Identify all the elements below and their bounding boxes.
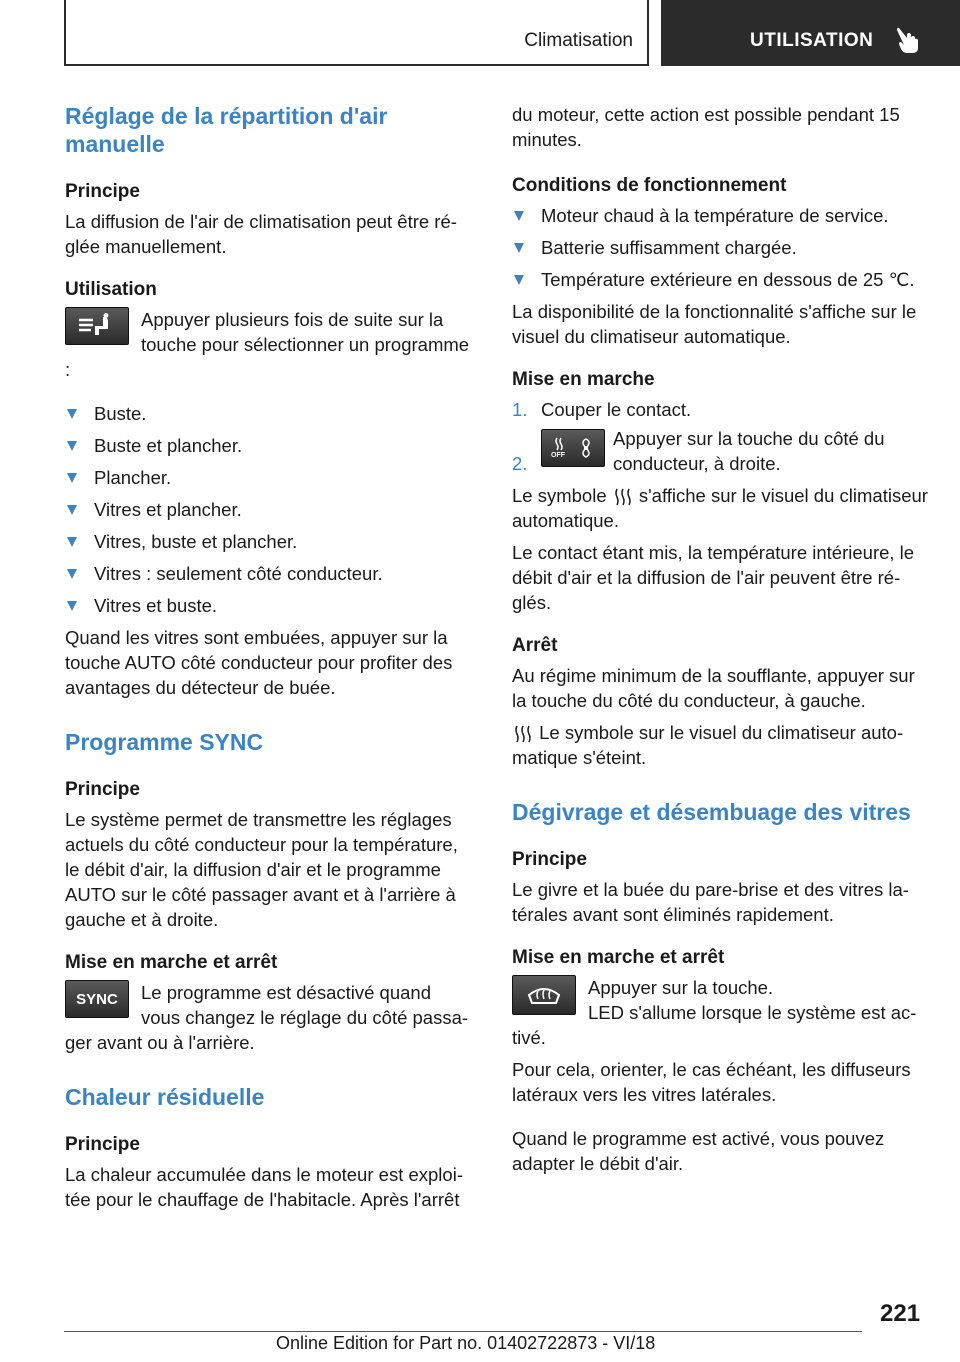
header-section-box	[64, 0, 649, 66]
subheading-arret: Arrêt	[512, 635, 558, 656]
subheading-principe: Principe	[512, 849, 587, 870]
paragraph: Quand les vitres sont embuées, appuyer sur la touche AUTO côté conducteur pour profiter des avantages du détecteur de buée.	[65, 627, 453, 698]
conditions-list	[512, 203, 930, 292]
list-item: Batterie suffisamment chargée.	[512, 235, 930, 260]
heading-residual-heat: Chaleur résiduelle	[65, 1084, 265, 1110]
header-chapter-title: UTILISATION	[750, 30, 874, 51]
paragraph: Le symbole sur le visuel du climatiseur automatique s'éteint.	[512, 722, 904, 768]
subheading-utilisation: Utilisation	[65, 279, 157, 300]
triangle-bullet-icon	[67, 473, 77, 483]
triangle-bullet-icon	[514, 275, 524, 285]
subheading-conditions: Conditions de fonctionnement	[512, 175, 787, 196]
residual-heat-button-icon	[541, 429, 605, 467]
paragraph: La diffusion de l'air de climatisation peut être réglée manuellement.	[65, 211, 457, 257]
page-number: 221	[880, 1300, 921, 1327]
list-item: Vitres : seulement côté conducteur.	[65, 561, 475, 586]
edition-note: Online Edition for Part no. 01402722873 - VI/18	[276, 1333, 656, 1353]
list-item: 2. OFF Appuyer sur la touche du côté du conducteur, à droite.	[512, 428, 885, 474]
paragraph: Le contact étant mis, la température intérieure, le débit d'air et la diffusion de l'air peuvent être réglés.	[512, 542, 915, 613]
subheading-principe: Principe	[65, 1134, 140, 1155]
list-item: Plancher.	[65, 465, 475, 490]
paragraph: Le programme est désactivé quand vous changez le réglage du côté passager avant ou à l'arrière.	[65, 982, 469, 1053]
triangle-bullet-icon	[67, 537, 77, 547]
subheading-onoff: Mise en marche et arrêt	[65, 952, 278, 973]
list-item: Buste.	[65, 401, 475, 426]
list-item: Buste et plancher.	[65, 433, 475, 458]
heat-waves-icon	[612, 487, 634, 507]
paragraph: Le symbole s'affiche sur le visuel du climatiseur automatique.	[512, 485, 928, 531]
list-item: Température extérieure en dessous de 25 ℃.	[512, 267, 930, 292]
list-item: Vitres et plancher.	[65, 497, 475, 522]
paragraph: Appuyer plusieurs fois de suite sur la touche pour sélectionner un programme :	[65, 309, 470, 380]
header-chapter-box	[661, 0, 960, 66]
triangle-bullet-icon	[67, 601, 77, 611]
heading-air-distribution: Réglage de la répartition d'air manuelle	[65, 103, 388, 157]
header-section-title: Climatisation	[524, 30, 633, 51]
pointing-hand-icon	[895, 26, 921, 54]
paragraph: Le système permet de transmettre les réglages actuels du côté conducteur pour la température, le débit d'air, la diffusion d'air et le programme AUTO sur le côté passager avant et à l'arrière à gauche et à droite.	[65, 809, 458, 930]
triangle-bullet-icon	[514, 211, 524, 221]
paragraph: LED s'allume lorsque le système est activé.	[512, 1002, 917, 1048]
triangle-bullet-icon	[67, 569, 77, 579]
paragraph: du moteur, cette action est possible pendant 15 minutes.	[512, 104, 900, 150]
heading-defrost: Dégivrage et désembuage des vitres	[512, 799, 911, 825]
air-program-list	[65, 401, 475, 618]
air-distribution-instruction	[65, 307, 475, 382]
paragraph: Quand le programme est activé, vous pouvez adapter le débit d'air.	[512, 1128, 885, 1174]
heat-waves-icon	[512, 724, 534, 744]
defrost-instruction	[512, 975, 930, 1050]
left-column	[65, 102, 475, 1231]
heading-sync: Programme SYNC	[65, 729, 264, 755]
list-item: 1. Couper le contact.	[512, 399, 692, 420]
paragraph: La chaleur accumulée dans le moteur est exploitée pour le chauffage de l'habitacle. Après l'arrêt	[65, 1164, 463, 1210]
paragraph: Appuyer sur la touche.	[588, 977, 774, 998]
sync-instruction	[65, 980, 475, 1055]
triangle-bullet-icon	[67, 409, 77, 419]
subheading-principe: Principe	[65, 779, 140, 800]
triangle-bullet-icon	[514, 243, 524, 253]
paragraph: Au régime minimum de la soufflante, appuyer sur la touche du côté du conducteur, à gauche.	[512, 665, 915, 711]
subheading-onoff: Mise en marche et arrêt	[512, 947, 725, 968]
triangle-bullet-icon	[67, 505, 77, 515]
on-steps-list	[512, 397, 930, 476]
paragraph: Pour cela, orienter, le cas échéant, les diffuseurs latéraux vers les vitres latérales.	[512, 1059, 911, 1105]
list-item: Moteur chaud à la température de service.	[512, 203, 930, 228]
footer-divider	[64, 1331, 862, 1332]
subheading-principe: Principe	[65, 181, 140, 202]
triangle-bullet-icon	[67, 441, 77, 451]
list-item: Vitres et buste.	[65, 593, 475, 618]
sync-button-icon: SYNC	[65, 980, 129, 1018]
air-distribution-button-icon	[65, 307, 129, 345]
paragraph: La disponibilité de la fonctionnalité s'affiche sur le visuel du climatiseur automatique.	[512, 301, 917, 347]
windshield-defrost-button-icon	[512, 975, 576, 1015]
paragraph: Le givre et la buée du pare-brise et des vitres latérales avant sont éliminés rapidement.	[512, 879, 909, 925]
svg-text:OFF: OFF	[551, 452, 565, 459]
right-column	[512, 102, 930, 1195]
list-item: Vitres, buste et plancher.	[65, 529, 475, 554]
subheading-on: Mise en marche	[512, 369, 655, 390]
